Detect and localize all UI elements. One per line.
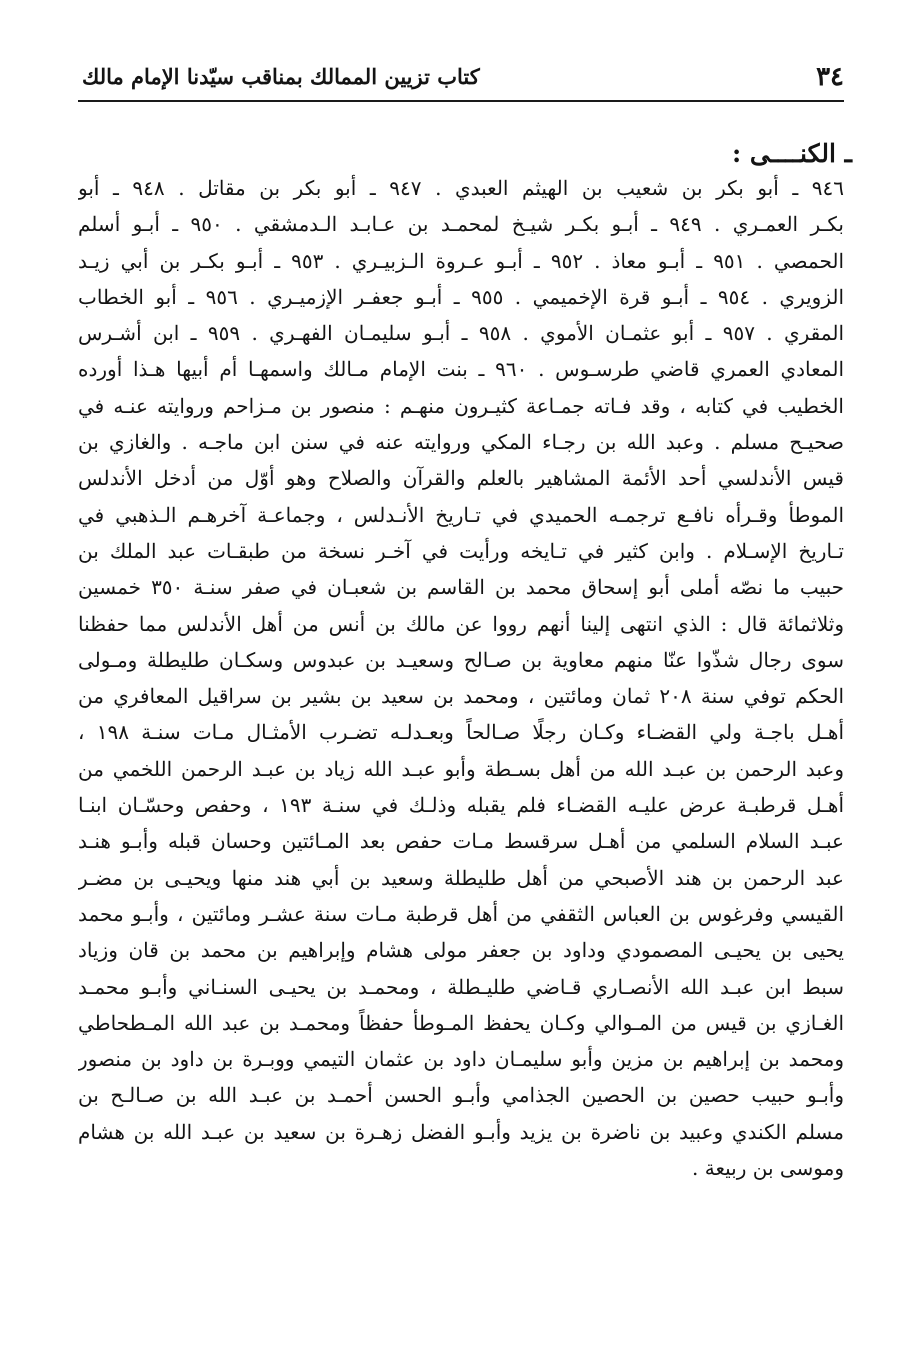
text-line: الخطيب في كتابه ، وقد فـاته جمـاعة كثيـرون منهـم : منصور بن مـزاحم وروايته عنـه في [78,393,844,418]
text-line: يحيى بن يحيـى المصمودي وداود بن جعفر مولى هشام وإبراهيم بن محمد بن قان وزياد [78,938,844,963]
text-line: أهـل قرطبـة عرض عليـه القضـاء فلم يقبله وذلـك في سنـة ١٩٣ ، وحفص وحسّـان ابنـا [78,793,844,818]
text-line: الحمصي . ٩٥١ ـ أبـو معاذ . ٩٥٢ ـ أبـو عـروة الـزبيـري . ٩٥٣ ـ أبـو بكـر بن أبي زيـد [78,248,844,273]
text-line: وعبد الرحمن بن عبـد الله من أهل بسـطة وأبو عبـد الله زياد بن عبـد الرحمن اللخمي من [78,756,844,781]
text-line: الموطأ وقـرأه نافـع ترجمـه الحميدي في تـاريخ الأنـدلس ، وجماعـة آخرهـم الـذهبي في [78,502,844,527]
book-page [78,52,852,1342]
book-title: كتاب تزيين الممالك بمناقب سيّدنا الإمام مالك [82,64,480,89]
text-line: سوى رجال شذّوا عنّا منهم معاوية بن صـالح وسعيـد بن عبدوس وسكـان طليطلة ومـولى [78,647,844,672]
text-line: المعادي العمري قاضي طرسـوس . ٩٦٠ ـ بنت الإمام مـالك واسمهـا أم أبيها هـذا أورده [78,357,844,382]
text-line: تـاريخ الإسـلام . وابن كثير في تـايخه ورأيت في آخـر نسخة من طبقـات عبد الملك بن [78,538,844,563]
text-line: القيسي وفرغوس بن العباس الثقفي من أهل قرطبة مـات سنة عشـر ومائتين ، وأبـو محمد [78,901,844,926]
page-number: ٣٤ [816,62,844,92]
text-line: ومحمد بن إبراهيم بن مزين وأبو سليمـان داود بن عثمان التيمي ووبـرة بن داود بن منصور [78,1047,844,1072]
text-line: وأبـو حبيب حصين بن الحصين الجذامي وأبـو الحسن أحمـد بن عبـد الله بن صـالـح بن [78,1083,844,1108]
text-line: مسلم الكندي وعبيد بن ناضرة بن يزيد وأبـو الفضل زهـرة بن سعيد بن عبـد الله بن هشام [78,1119,844,1144]
text-line: سبط ابن عبـد الله الأنصـاري قـاضي طليـطلة ، ومحمـد بن يحيـى السنـاني وأبـو محمـد [78,974,844,999]
text-line: بكـر العمـري . ٩٤٩ ـ أبـو بكـر شيـخ لمحمـد بن عـابـد الـدمشقي . ٩٥٠ ـ أبـو أسلم [78,212,844,237]
text-line: الزويري . ٩٥٤ ـ أبـو قرة الإخميمي . ٩٥٥ ـ أبـو جعفـر الإزميـري . ٩٥٦ ـ أبو الخطاب [78,284,844,309]
running-header [78,52,844,102]
body-text [78,170,844,1186]
text-line: صحيـح مسلم . وعبد الله بن رجـاء المكي وروايته عنه في سنن ابن ماجـه . والغازي بن [78,430,844,455]
text-line: عبد الرحمن بن هند الأصبحي من أهل طليطلة وسعيد بن أبي هند منها ويحيـى بن مضـر [78,865,844,890]
text-line: عبـد السلام السلمي من أهـل سرقسط مـات حفص بعد المـائتين وحسان قبله وأبـو هنـد [78,829,844,854]
section-heading: ـ الكنــــى : [731,139,852,168]
text-line: الغـازي بن قيس من المـوالي وكـان يحفظ المـوطأ حفظاً ومحمـد بن عبد الله المـطحاطي [78,1010,844,1035]
text-line: الحكم توفي سنة ٢٠٨ ثمان ومائتين ، ومحمد بن سعيد بن بشير بن سراقيل المعافري من [78,684,844,709]
text-line: وثلاثمائة قال : الذي انتهى إلينا أنهم رووا عن مالك بن أنس من أهل الأندلس مما حفظنا [78,611,844,636]
text-line-last: وموسى بن ربيعة . [692,1156,844,1181]
text-line: ٩٤٦ ـ أبو بكر بن شعيب بن الهيثم العبدي . ٩٤٧ ـ أبو بكر بن مقاتل . ٩٤٨ ـ أبو [78,176,844,200]
text-line: حبيب ما نصّه أملى أبو إسحاق محمد بن القاسم بن شعبـان في صفر سنـة ٣٥٠ خمسين [78,575,844,600]
text-line: أهـل باجـة ولي القضـاء وكـان رجلًا صـالحاً وبعـدلـه تضـرب الأمثـال مـات سنـة ١٩٨ ، [78,720,844,745]
text-line: قيس الأندلسي أحد الأئمة المشاهير بالعلم والقرآن والصلاح وهو أوّل من أدخل الأندلس [78,466,844,491]
text-line: المقري . ٩٥٧ ـ أبو عثمـان الأموي . ٩٥٨ ـ أبـو سليمـان الفهـري . ٩٥٩ ـ ابن أشـرس [78,321,844,346]
